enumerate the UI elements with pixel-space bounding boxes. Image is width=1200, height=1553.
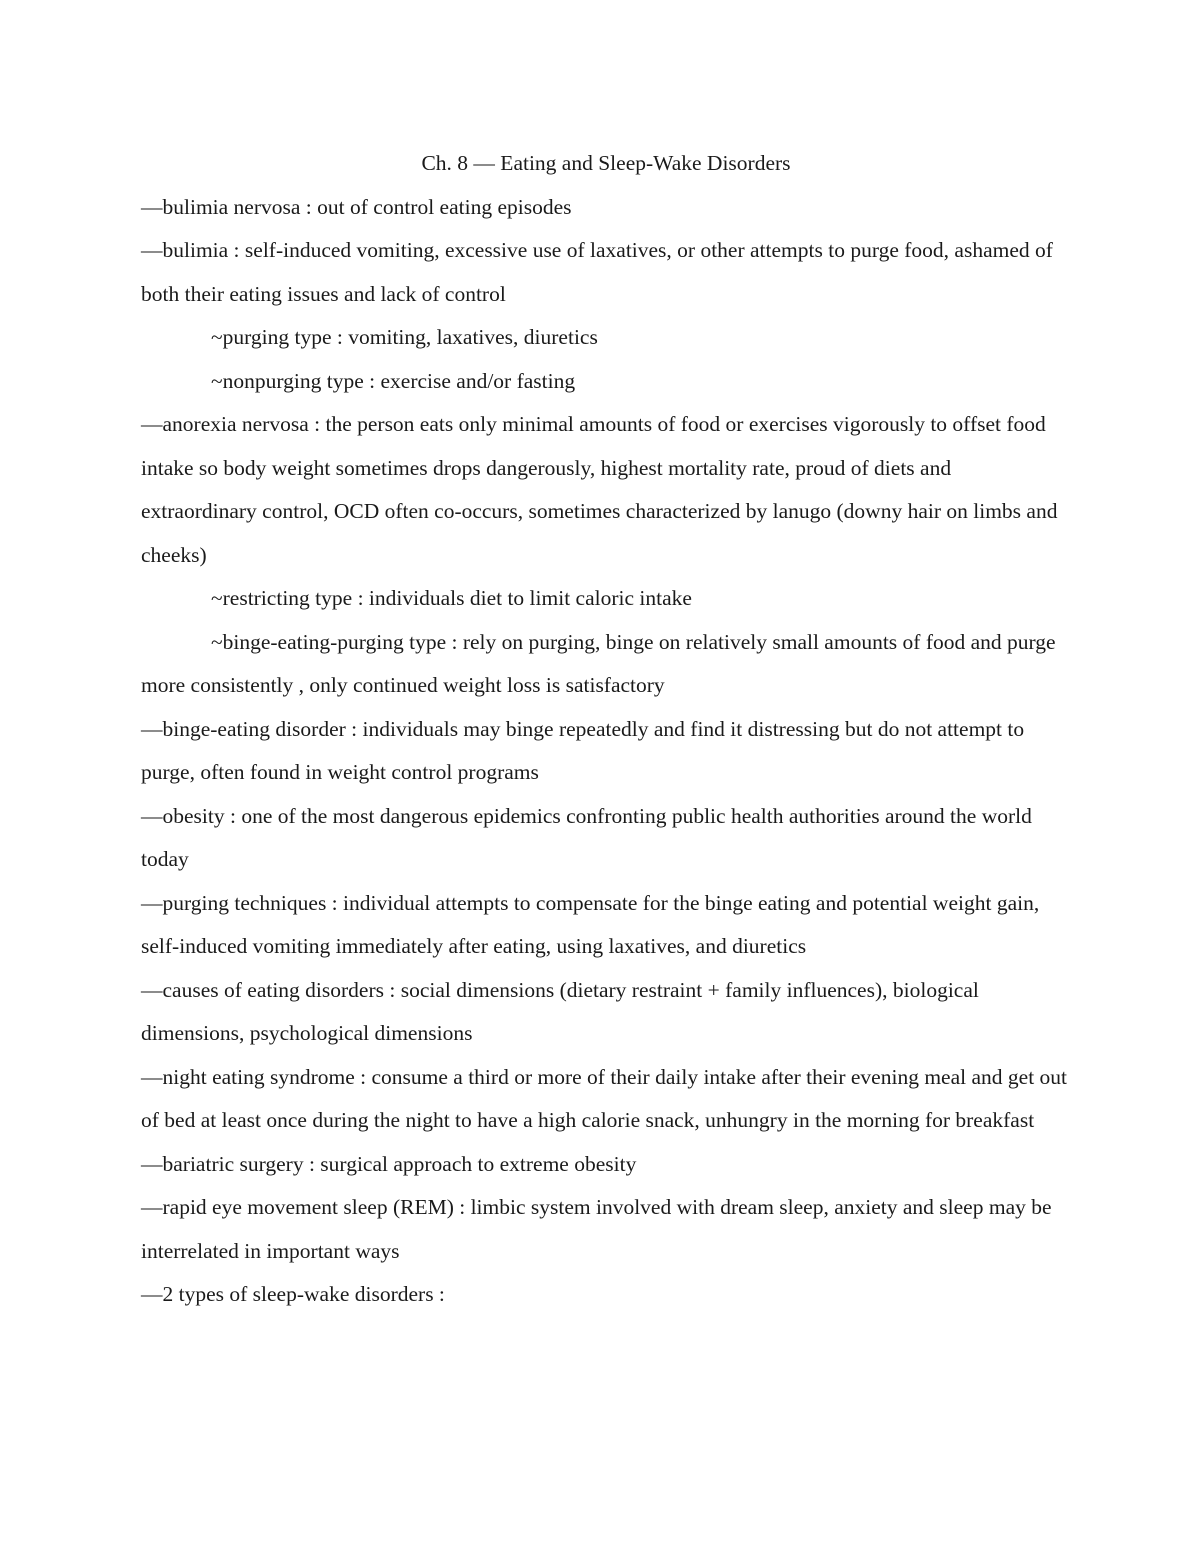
note-subentry: ~nonpurging type : exercise and/or fasting: [211, 368, 576, 393]
note-entry: —obesity : one of the most dangerous epidemics confronting public health authorities around the world today: [141, 803, 1032, 871]
note-entry: —binge-eating disorder : individuals may binge repeatedly and find it distressing but do not attempt to purge, often found in weight control programs: [141, 716, 1025, 784]
note-entry: —purging techniques : individual attempts to compensate for the binge eating and potential weight gain, self-induced vomiting immediately after eating, using laxatives, and diuretics: [141, 890, 1040, 958]
note-entry: —causes of eating disorders : social dimensions (dietary restraint + family influences), biological dimensions, psychological dimensions: [141, 977, 979, 1045]
page-title: Ch. 8 — Eating and Sleep-Wake Disorders: [421, 151, 791, 175]
note-subentry: ~restricting type : individuals diet to limit caloric intake: [211, 586, 692, 610]
note-entry: —bulimia nervosa : out of control eating episodes: [141, 194, 572, 219]
note-entry: —bulimia : self-induced vomiting, excessive use of laxatives, or other attempts to purge food, ashamed of both their eating issues and lack of control: [141, 238, 1053, 306]
note-entry: —2 types of sleep-wake disorders :: [141, 1282, 445, 1306]
note-entry: —bariatric surgery : surgical approach to extreme obesity: [141, 1151, 637, 1176]
note-entry: —anorexia nervosa : the person eats only minimal amounts of food or exercises vigorously to offset food intake so body weight sometimes drops dangerously, highest mortality rate, proud of diets and extraordinary control, OCD often co-occurs, sometimes characterized by lanugo (downy hair on limbs and cheeks): [141, 412, 1058, 567]
note-subentry: ~purging type : vomiting, laxatives, diuretics: [211, 325, 598, 349]
note-subentry: ~binge-eating-purging type : rely on purging, binge on relatively small amounts of food and purge more consistently , only continued weight loss is satisfactory: [141, 629, 1056, 697]
document-body: [141, 142, 1071, 1317]
note-entry: —rapid eye movement sleep (REM) : limbic system involved with dream sleep, anxiety and sleep may be interrelated in important ways: [141, 1195, 1052, 1263]
note-entry: —night eating syndrome : consume a third or more of their daily intake after their evening meal and get out of bed at least once during the night to have a high calorie snack, unhungry in the morning for breakfast: [141, 1064, 1068, 1132]
